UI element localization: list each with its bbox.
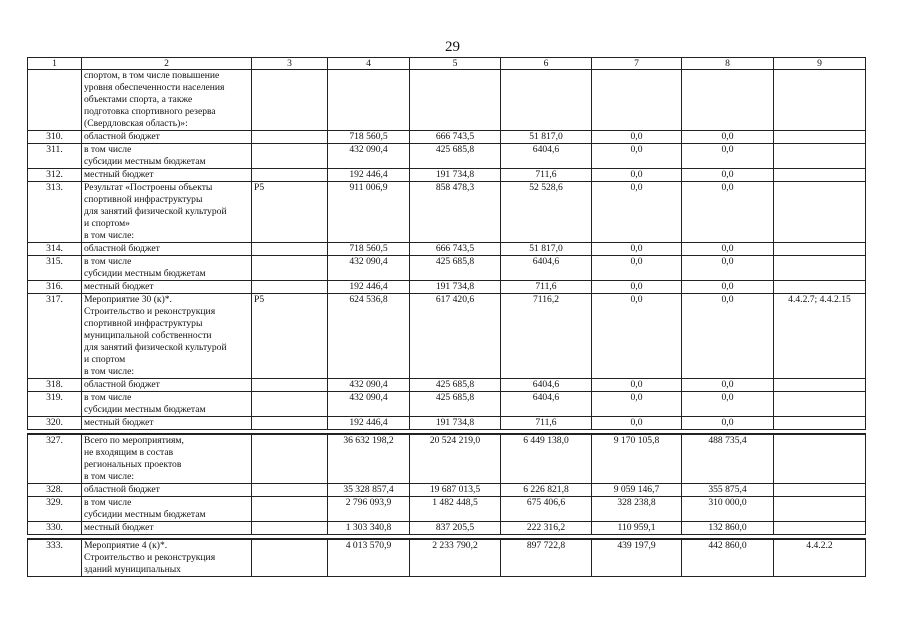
table-row (28, 131, 866, 144)
value-col4-cell: 192 446,4 (328, 417, 410, 430)
value-col5-cell: 1 482 448,5 (410, 497, 501, 522)
table-row (28, 182, 866, 243)
value-col6-cell: 897 722,8 (501, 539, 592, 577)
value-col7-cell: 0,0 (592, 182, 682, 243)
column-header-8: 8 (682, 58, 774, 70)
target-indicator-cell (774, 256, 866, 281)
target-indicator-cell (774, 417, 866, 430)
table-row (28, 484, 866, 497)
row-description-cell: областной бюджет (82, 131, 252, 144)
value-col5-cell (410, 70, 501, 131)
value-col6-cell: 6404,6 (501, 392, 592, 417)
target-indicator-cell (774, 182, 866, 243)
project-code-cell (252, 70, 328, 131)
value-col7-cell: 0,0 (592, 243, 682, 256)
row-description-cell: местный бюджет (82, 417, 252, 430)
project-code-cell (252, 417, 328, 430)
project-code-cell (252, 144, 328, 169)
value-col7-cell: 0,0 (592, 392, 682, 417)
value-col4-cell: 432 090,4 (328, 379, 410, 392)
value-col7-cell: 9 170 105,8 (592, 434, 682, 484)
value-col8-cell: 132 860,0 (682, 522, 774, 535)
column-header-5: 5 (410, 58, 501, 70)
project-code-cell (252, 497, 328, 522)
row-number-cell: 333. (28, 539, 82, 577)
value-col4-cell: 911 006,9 (328, 182, 410, 243)
table-row (28, 417, 866, 430)
column-number-header-row (28, 58, 866, 70)
table-row (28, 70, 866, 131)
column-header-2: 2 (82, 58, 252, 70)
target-indicator-cell (774, 144, 866, 169)
row-description-cell: спортом, в том числе повышение уровня обеспеченности населения объектами спорта, а также подготовка спортивного резерва (Свердловская область)»: (82, 70, 252, 131)
table-row (28, 379, 866, 392)
value-col7-cell: 9 059 146,7 (592, 484, 682, 497)
value-col8-cell: 310 000,0 (682, 497, 774, 522)
value-col4-cell: 718 560,5 (328, 131, 410, 144)
row-number-cell: 319. (28, 392, 82, 417)
target-indicator-cell (774, 169, 866, 182)
project-code-cell (252, 539, 328, 577)
value-col8-cell: 0,0 (682, 182, 774, 243)
column-header-7: 7 (592, 58, 682, 70)
target-indicator-cell (774, 131, 866, 144)
column-header-1: 1 (28, 58, 82, 70)
value-col4-cell: 4 013 570,9 (328, 539, 410, 577)
value-col8-cell: 0,0 (682, 243, 774, 256)
row-number-cell: 329. (28, 497, 82, 522)
value-col8-cell (682, 70, 774, 131)
table-row (28, 434, 866, 484)
value-col5-cell: 191 734,8 (410, 281, 501, 294)
value-col5-cell: 191 734,8 (410, 417, 501, 430)
value-col6-cell: 51 817,0 (501, 243, 592, 256)
value-col5-cell: 20 524 219,0 (410, 434, 501, 484)
budget-table (27, 57, 866, 577)
project-code-cell: P5 (252, 294, 328, 379)
project-code-cell (252, 169, 328, 182)
value-col4-cell: 718 560,5 (328, 243, 410, 256)
value-col4-cell: 432 090,4 (328, 256, 410, 281)
row-description-cell: областной бюджет (82, 379, 252, 392)
table-row (28, 243, 866, 256)
row-description-cell: в том числе субсидии местным бюджетам (82, 144, 252, 169)
row-description-cell: местный бюджет (82, 281, 252, 294)
value-col7-cell: 0,0 (592, 169, 682, 182)
value-col7-cell: 0,0 (592, 379, 682, 392)
value-col7-cell: 0,0 (592, 131, 682, 144)
target-indicator-cell (774, 379, 866, 392)
target-indicator-cell (774, 484, 866, 497)
row-description-cell: в том числе субсидии местным бюджетам (82, 392, 252, 417)
row-number-cell: 320. (28, 417, 82, 430)
project-code-cell (252, 243, 328, 256)
project-code-cell (252, 379, 328, 392)
row-description-cell: областной бюджет (82, 484, 252, 497)
row-description-cell: местный бюджет (82, 169, 252, 182)
table-row (28, 392, 866, 417)
value-col6-cell: 222 316,2 (501, 522, 592, 535)
table-row (28, 256, 866, 281)
value-col5-cell: 425 685,8 (410, 144, 501, 169)
value-col5-cell: 425 685,8 (410, 256, 501, 281)
row-description-cell: местный бюджет (82, 522, 252, 535)
value-col5-cell: 191 734,8 (410, 169, 501, 182)
row-description-cell: Мероприятие 30 (к)*. Строительство и реконструкция спортивной инфраструктуры муниципальной собственности для занятий физической культурой и спортом в том числе: (82, 294, 252, 379)
target-indicator-cell (774, 281, 866, 294)
table-row (28, 144, 866, 169)
row-number-cell (28, 70, 82, 131)
value-col8-cell: 0,0 (682, 169, 774, 182)
target-indicator-cell (774, 70, 866, 131)
value-col8-cell: 0,0 (682, 392, 774, 417)
value-col5-cell: 666 743,5 (410, 131, 501, 144)
row-number-cell: 312. (28, 169, 82, 182)
table-row (28, 522, 866, 535)
target-indicator-cell (774, 497, 866, 522)
row-number-cell: 317. (28, 294, 82, 379)
project-code-cell (252, 522, 328, 535)
row-number-cell: 330. (28, 522, 82, 535)
value-col7-cell (592, 70, 682, 131)
value-col8-cell: 0,0 (682, 131, 774, 144)
project-code-cell (252, 256, 328, 281)
value-col6-cell: 7116,2 (501, 294, 592, 379)
value-col7-cell: 110 959,1 (592, 522, 682, 535)
value-col6-cell: 711,6 (501, 417, 592, 430)
value-col5-cell: 837 205,5 (410, 522, 501, 535)
value-col8-cell: 0,0 (682, 379, 774, 392)
table-row (28, 497, 866, 522)
row-number-cell: 313. (28, 182, 82, 243)
value-col7-cell: 0,0 (592, 281, 682, 294)
row-number-cell: 327. (28, 434, 82, 484)
value-col8-cell: 0,0 (682, 417, 774, 430)
row-description-cell: Всего по мероприятиям, не входящим в состав региональных проектов в том числе: (82, 434, 252, 484)
row-description-cell: Результат «Построены объекты спортивной инфраструктуры для занятий физической культурой и спортом» в том числе: (82, 182, 252, 243)
row-description-cell: Мероприятие 4 (к)*. Строительство и реконструкция зданий муниципальных (82, 539, 252, 577)
value-col4-cell: 1 303 340,8 (328, 522, 410, 535)
row-number-cell: 315. (28, 256, 82, 281)
value-col8-cell: 0,0 (682, 294, 774, 379)
row-description-cell: в том числе субсидии местным бюджетам (82, 256, 252, 281)
value-col4-cell (328, 70, 410, 131)
row-description-cell: областной бюджет (82, 243, 252, 256)
target-indicator-cell: 4.4.2.2 (774, 539, 866, 577)
value-col4-cell: 192 446,4 (328, 281, 410, 294)
project-code-cell (252, 392, 328, 417)
row-description-cell: в том числе субсидии местным бюджетам (82, 497, 252, 522)
value-col6-cell: 675 406,6 (501, 497, 592, 522)
value-col4-cell: 192 446,4 (328, 169, 410, 182)
value-col8-cell: 0,0 (682, 144, 774, 169)
value-col4-cell: 2 796 093,9 (328, 497, 410, 522)
value-col7-cell: 0,0 (592, 144, 682, 169)
row-number-cell: 328. (28, 484, 82, 497)
value-col6-cell: 6404,6 (501, 144, 592, 169)
value-col8-cell: 442 860,0 (682, 539, 774, 577)
project-code-cell (252, 484, 328, 497)
value-col5-cell: 19 687 013,5 (410, 484, 501, 497)
value-col7-cell: 0,0 (592, 256, 682, 281)
target-indicator-cell (774, 243, 866, 256)
value-col6-cell: 6404,6 (501, 256, 592, 281)
project-code-cell (252, 131, 328, 144)
column-header-4: 4 (328, 58, 410, 70)
value-col4-cell: 624 536,8 (328, 294, 410, 379)
table-row (28, 294, 866, 379)
table-row (28, 539, 866, 577)
target-indicator-cell (774, 392, 866, 417)
row-number-cell: 310. (28, 131, 82, 144)
project-code-cell: P5 (252, 182, 328, 243)
value-col6-cell: 51 817,0 (501, 131, 592, 144)
value-col6-cell: 711,6 (501, 281, 592, 294)
value-col8-cell: 488 735,4 (682, 434, 774, 484)
value-col8-cell: 0,0 (682, 281, 774, 294)
value-col5-cell: 858 478,3 (410, 182, 501, 243)
value-col5-cell: 425 685,8 (410, 392, 501, 417)
value-col6-cell: 6 449 138,0 (501, 434, 592, 484)
value-col5-cell: 425 685,8 (410, 379, 501, 392)
value-col4-cell: 432 090,4 (328, 392, 410, 417)
row-number-cell: 318. (28, 379, 82, 392)
column-header-6: 6 (501, 58, 592, 70)
value-col7-cell: 328 238,8 (592, 497, 682, 522)
value-col4-cell: 432 090,4 (328, 144, 410, 169)
value-col7-cell: 0,0 (592, 417, 682, 430)
table-row (28, 281, 866, 294)
value-col7-cell: 439 197,9 (592, 539, 682, 577)
value-col6-cell: 711,6 (501, 169, 592, 182)
budget-table-body (28, 70, 866, 577)
table-row (28, 169, 866, 182)
project-code-cell (252, 434, 328, 484)
page-number: 29 (445, 39, 460, 55)
value-col8-cell: 355 875,4 (682, 484, 774, 497)
target-indicator-cell (774, 522, 866, 535)
column-header-3: 3 (252, 58, 328, 70)
value-col6-cell: 6 226 821,8 (501, 484, 592, 497)
value-col6-cell: 52 528,6 (501, 182, 592, 243)
row-number-cell: 316. (28, 281, 82, 294)
value-col6-cell (501, 70, 592, 131)
value-col7-cell: 0,0 (592, 294, 682, 379)
column-header-9: 9 (774, 58, 866, 70)
row-number-cell: 314. (28, 243, 82, 256)
target-indicator-cell (774, 434, 866, 484)
value-col5-cell: 666 743,5 (410, 243, 501, 256)
value-col4-cell: 36 632 198,2 (328, 434, 410, 484)
row-number-cell: 311. (28, 144, 82, 169)
value-col4-cell: 35 328 857,4 (328, 484, 410, 497)
value-col5-cell: 2 233 790,2 (410, 539, 501, 577)
value-col6-cell: 6404,6 (501, 379, 592, 392)
value-col8-cell: 0,0 (682, 256, 774, 281)
target-indicator-cell: 4.4.2.7; 4.4.2.15 (774, 294, 866, 379)
value-col5-cell: 617 420,6 (410, 294, 501, 379)
project-code-cell (252, 281, 328, 294)
